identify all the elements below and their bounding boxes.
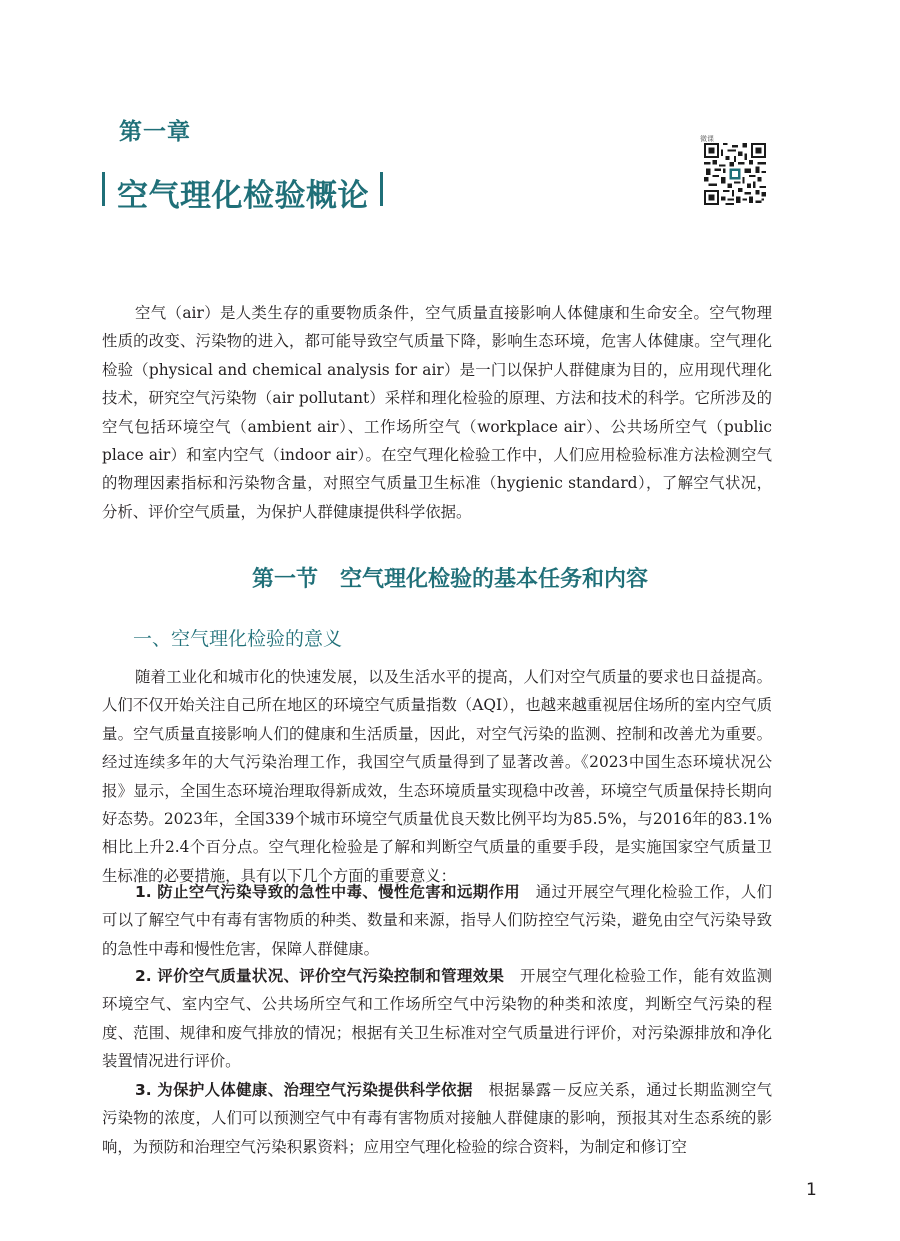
- title-bar-left: [102, 172, 105, 206]
- chapter-title: 空气理化检验概论: [117, 178, 369, 214]
- point-paragraph-2: [102, 962, 772, 1076]
- point-paragraph-3: [102, 1076, 772, 1161]
- chapter-label: 第一章: [119, 119, 191, 145]
- intro-paragraph: 空气（air）是人类生存的重要物质条件，空气质量直接影响人体健康和生命安全。空气物理性质的改变、污染物的进入，都可能导致空气质量下降，影响生态环境，危害人体健康。空气理化检验（physical and chemical analysis for air）是一门以保护人群健康为目的，应用现代理化技术，研究空气污染物（air pollutant）采样和理化检验的原理、方法和技术的科学。它所涉及的空气包括环境空气（ambient air）、工作场所空气（workplace air）、公共场所空气（public place air）和室内空气（indoor air）。在空气理化检验工作中，人们应用检验标准方法检测空气的物理因素指标和污染物含量，对照空气质量卫生标准（hygienic standard），了解空气状况，分析、评价空气质量，为保护人群健康提供科学依据。: [102, 304, 772, 521]
- point-heading-2: 2. 评价空气质量状况、评价空气污染控制和管理效果: [135, 967, 505, 985]
- point-body-1: 通过开展空气理化检验工作，人们可以了解空气中有毒有害物质的种类、数量和来源，指导人们防控空气污染，避免由空气污染导致的急性中毒和慢性危害，保障人群健康。: [102, 883, 772, 958]
- point-paragraph-1: [102, 878, 772, 963]
- main-paragraph: 随着工业化和城市化的快速发展，以及生活水平的提高，人们对空气质量的要求也日益提高。人们不仅开始关注自己所在地区的环境空气质量指数（AQI），也越来越重视居住场所的室内空气质量。空气质量直接影响人们的健康和生活质量，因此，对空气污染的监测、控制和改善尤为重要。经过连续多年的大气污染治理工作，我国空气质量得到了显著改善。《2023中国生态环境状况公报》显示，全国生态环境治理取得新成效，生态环境质量实现稳中改善，环境空气质量保持长期向好态势。2023年，全国339个城市环境空气质量优良天数比例平均为85.5%，与2016年的83.1%相比上升2.4个百分点。空气理化检验是了解和判断空气质量的重要手段，是实施国家空气质量卫生标准的必要措施，具有以下几个方面的重要意义：: [102, 668, 772, 885]
- point-body-2: 开展空气理化检验工作，能有效监测环境空气、室内空气、公共场所空气和工作场所空气中污染物的种类和浓度，判断空气污染的程度、范围、规律和废气排放的情况；根据有关卫生标准对空气质量进行评价，对污染源排放和净化装置情况进行评价。: [102, 967, 772, 1071]
- subsection-title: 一、空气理化检验的意义: [133, 628, 343, 650]
- qr-code-icon: [704, 143, 766, 205]
- point-body-3: 根据暴露－反应关系，通过长期监测空气污染物的浓度，人们可以预测空气中有毒有害物质对接触人群健康的影响，预报其对生态系统的影响，为预防和治理空气污染积累资料；应用空气理化检验的综合资料，为制定和修订空: [102, 1081, 772, 1156]
- qr-code-block[interactable]: [700, 135, 770, 207]
- title-bar-right: [380, 172, 383, 206]
- point-heading-1: 1. 防止空气污染导致的急性中毒、慢性危害和远期作用: [135, 883, 521, 901]
- point-heading-3: 3. 为保护人体健康、治理空气污染提供科学依据: [135, 1081, 473, 1099]
- section-title: 第一节 空气理化检验的基本任务和内容: [251, 567, 648, 592]
- qr-label: 微课: [700, 135, 714, 143]
- page-number: 1: [806, 1180, 817, 1200]
